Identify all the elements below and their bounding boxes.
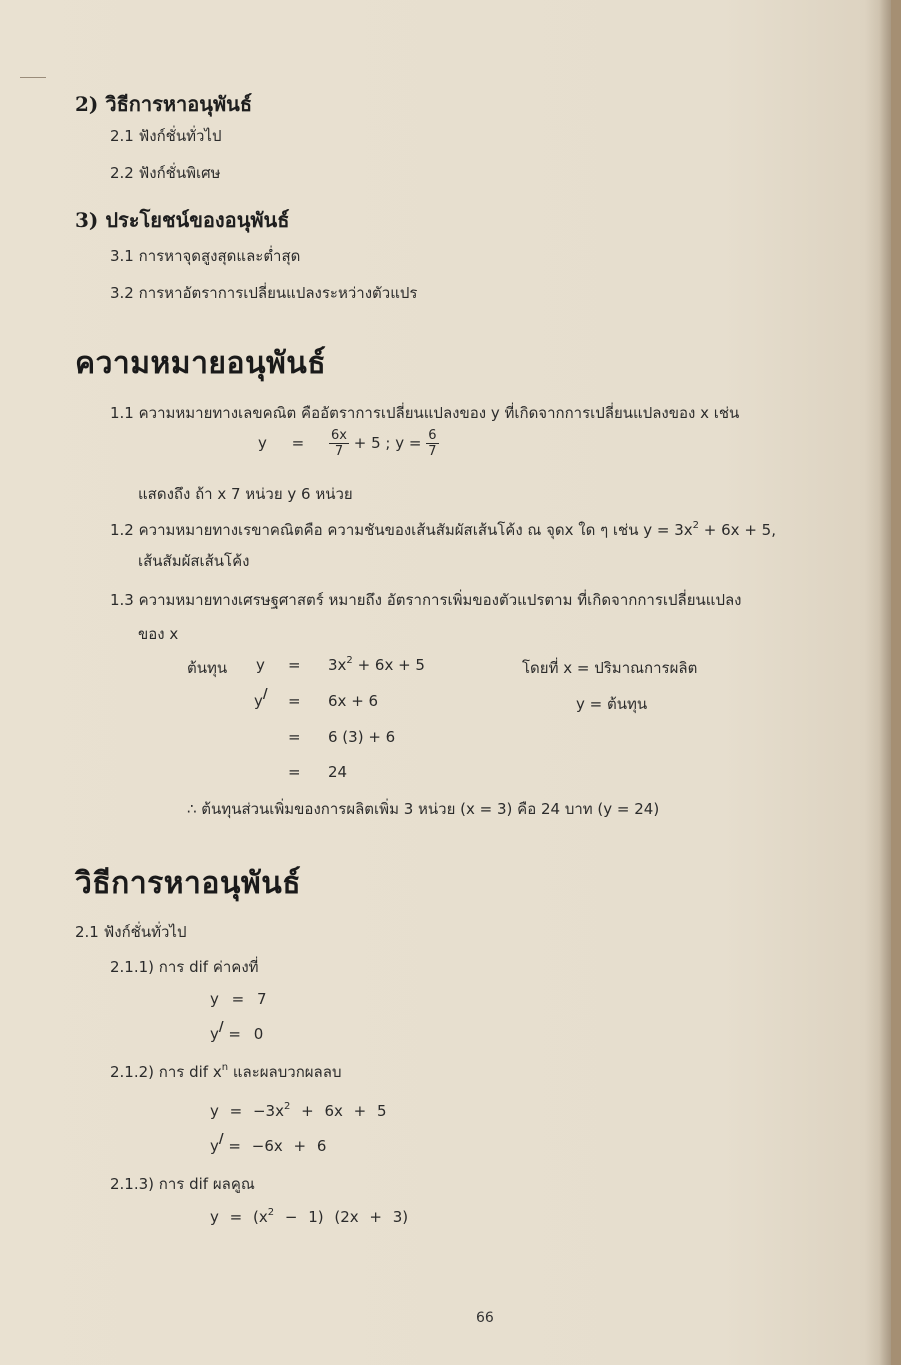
methods-2-1-1-eq2-lhs: y — [210, 1025, 219, 1043]
cost-row-4: 24 — [328, 763, 348, 781]
cost-eq-4: = — [288, 763, 301, 781]
methods-2-1: 2.1 ฟังก์ชั่นทั่วไป — [75, 923, 187, 941]
cost-eq-1: = — [288, 656, 301, 674]
methods-2-1-2-eq2-rhs: = −6x + 6 — [228, 1137, 327, 1155]
eq1-fraction-2 — [426, 428, 438, 459]
methods-2-1-1-eq1: y = 7 — [210, 990, 267, 1008]
eq1-lhs: y — [258, 434, 267, 452]
methods-2-1-3-eq-b: − 1) (2x + 3) — [274, 1208, 409, 1226]
p2-text-a: 1.2 ความหมายทางเรขาคณิตคือ ความชันของเส้นสัมผัสเส้นโค้ง ณ จุดx ใด ๆ เช่น y = 3x — [110, 521, 693, 539]
cost-label: ต้นทุน — [187, 659, 228, 677]
cost-row-2: 6x + 6 — [328, 692, 379, 710]
methods-2-1-1-eq2 — [210, 1020, 264, 1043]
equation-1 — [258, 428, 439, 459]
meaning-paragraph-1-2 — [110, 518, 776, 542]
eq1-fraction-1-numerator: 6x — [331, 428, 347, 443]
methods-2-1-3-eq — [210, 1208, 408, 1226]
eq1-fraction-1-denominator: 7 — [334, 444, 344, 459]
outline-item-3-1: 3.1 การหาจุดสูงสุดและต่ำสุด — [110, 247, 301, 265]
meaning-paragraph-1-3: 1.3 ความหมายทางเศรษฐศาสตร์ หมายถึง อัตราการเพิ่มของตัวแปรตาม ที่เกิดจากการเปลี่ยนแปลง — [110, 591, 742, 609]
cost-row-1 — [328, 656, 425, 674]
methods-2-1-3: 2.1.3) การ dif ผลคูณ — [110, 1175, 255, 1193]
meaning-paragraph-1-2-line2: เส้นสัมผัสเส้นโค้ง — [138, 552, 250, 570]
methods-2-1-1-prime-mark: / — [218, 1020, 224, 1035]
meaning-paragraph-1-1-explain: แสดงถึง ถ้า x 7 หน่วย y 6 หน่วย — [138, 485, 353, 503]
methods-2-1-2-b: และผลบวกผลลบ — [228, 1063, 342, 1081]
page-edge — [891, 0, 901, 1365]
cost-row-1-b: + 6x + 5 — [352, 656, 425, 674]
page-number: 66 — [476, 1310, 494, 1326]
methods-2-1-2-prime-mark: / — [218, 1132, 224, 1147]
cost-eq-2: = — [288, 692, 301, 710]
cost-yprime-y: y — [254, 692, 263, 710]
outline-item-2-2: 2.2 ฟังก์ชั่นพิเศษ — [110, 164, 221, 182]
methods-2-1-2-eq1-superscript: 2 — [283, 1101, 291, 1112]
cost-row-1-a: 3x — [328, 656, 347, 674]
methods-2-1-2-eq1-b: + 6x + 5 — [290, 1102, 387, 1120]
methods-2-1-2-eq1 — [210, 1102, 387, 1120]
cost-yprime — [254, 687, 268, 710]
cost-row-3: 6 (3) + 6 — [328, 728, 396, 746]
outline-section3-heading: 3) ประโยชน์ของอนุพันธ์ — [75, 208, 290, 232]
methods-2-1-3-eq-a: y = (x — [210, 1208, 268, 1226]
methods-2-1-3-eq-superscript: 2 — [267, 1207, 275, 1218]
eq1-equals: = — [291, 434, 305, 452]
methods-title: วิธีการหาอนุพันธ์ — [75, 866, 302, 901]
meaning-paragraph-1-1: 1.1 ความหมายทางเลขคณิต คืออัตราการเปลี่ยนแปลงของ y ที่เกิดจากการเปลี่ยนแปลงของ x เช่น — [110, 404, 740, 422]
cost-conclusion: ∴ ต้นทุนส่วนเพิ่มของการผลิตเพิ่ม 3 หน่วย (x = 3) คือ 24 บาท (y = 24) — [187, 800, 660, 818]
methods-2-1-2 — [110, 1060, 341, 1084]
cost-where-1: โดยที่ x = ปริมาณการผลิต — [522, 659, 698, 677]
cost-eq-3: = — [288, 728, 301, 746]
cost-prime-mark: / — [262, 687, 268, 702]
methods-2-1-2-eq1-a: y = −3x — [210, 1102, 284, 1120]
eq1-fraction-2-numerator: 6 — [428, 428, 437, 443]
margin-mark — [20, 77, 46, 78]
methods-2-1-1-eq2-rhs: = 0 — [228, 1025, 264, 1043]
methods-2-1-2-superscript: n — [221, 1062, 229, 1073]
methods-2-1-2-eq2 — [210, 1132, 327, 1155]
eq1-middle: + 5 ; y = — [353, 434, 422, 452]
meaning-title: ความหมายอนุพันธ์ — [75, 346, 327, 381]
methods-2-1-1: 2.1.1) การ dif ค่าคงที่ — [110, 958, 259, 976]
eq1-fraction-1 — [329, 428, 349, 459]
outline-item-3-2: 3.2 การหาอัตราการเปลี่ยนแปลงระหว่างตัวแปร — [110, 284, 418, 302]
cost-y: y — [256, 656, 265, 674]
cost-where-2: y = ต้นทุน — [576, 695, 648, 713]
p2-superscript: 2 — [692, 520, 700, 531]
outline-section2-heading: 2) วิธีการหาอนุพันธ์ — [75, 92, 253, 116]
methods-2-1-2-eq2-lhs: y — [210, 1137, 219, 1155]
meaning-paragraph-1-3-line2: ของ x — [138, 625, 179, 643]
methods-2-1-2-a: 2.1.2) การ dif x — [110, 1063, 222, 1081]
cost-row-1-superscript: 2 — [346, 655, 353, 666]
eq1-fraction-2-denominator: 7 — [428, 444, 437, 459]
p2-text-b: + 6x + 5, — [699, 521, 776, 539]
outline-item-2-1: 2.1 ฟังก์ชั่นทั่วไป — [110, 127, 222, 145]
